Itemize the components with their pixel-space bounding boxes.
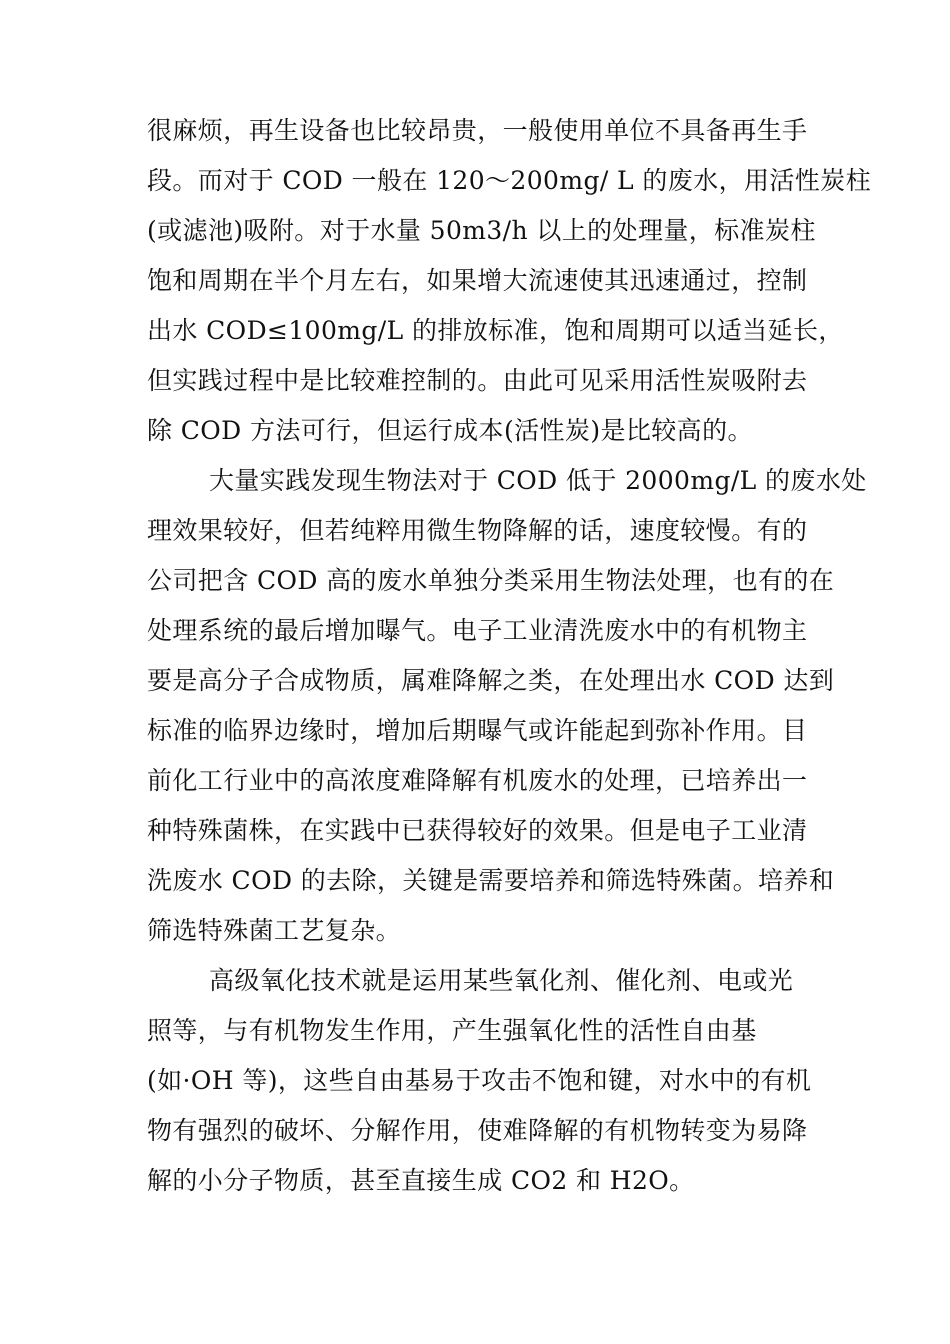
text-line: 出水 COD≤100mg/L 的排放标准，饱和周期可以适当延长， bbox=[147, 316, 844, 345]
text-line: (或滤池)吸附。对于水量 50m3/h 以上的处理量，标准炭柱 bbox=[147, 216, 816, 245]
text-line: 处理系统的最后增加曝气。电子工业清洗废水中的有机物主 bbox=[147, 616, 808, 645]
text-line: 但实践过程中是比较难控制的。由此可见采用活性炭吸附去 bbox=[147, 366, 808, 395]
text-line: 标准的临界边缘时，增加后期曝气或许能起到弥补作用。目 bbox=[147, 716, 808, 745]
text-line: 筛选特殊菌工艺复杂。 bbox=[147, 916, 402, 945]
paragraph-first-line: 高级氧化技术就是运用某些氧化剂、催化剂、电或光 bbox=[209, 966, 794, 995]
text-line: 物有强烈的破坏、分解作用，使难降解的有机物转变为易降 bbox=[147, 1116, 808, 1145]
text-line: 段。而对于 COD 一般在 120～200mg/ L 的废水，用活性炭柱 bbox=[147, 166, 871, 195]
text-line: 要是高分子合成物质，属难降解之类，在处理出水 COD 达到 bbox=[147, 666, 835, 695]
text-line: 公司把含 COD 高的废水单独分类采用生物法处理，也有的在 bbox=[147, 566, 835, 595]
text-line: (如·OH 等)，这些自由基易于攻击不饱和键，对水中的有机 bbox=[147, 1066, 812, 1095]
text-line: 前化工行业中的高浓度难降解有机废水的处理，已培养出一 bbox=[147, 766, 808, 795]
paragraph-first-line: 大量实践发现生物法对于 COD 低于 2000mg/L 的废水处 bbox=[209, 466, 867, 495]
text-line: 种特殊菌株，在实践中已获得较好的效果。但是电子工业清 bbox=[147, 816, 808, 845]
text-line: 理效果较好，但若纯粹用微生物降解的话，速度较慢。有的 bbox=[147, 516, 808, 545]
text-line: 解的小分子物质，甚至直接生成 CO2 和 H2O。 bbox=[147, 1166, 695, 1195]
text-line: 照等，与有机物发生作用，产生强氧化性的活性自由基 bbox=[147, 1016, 757, 1045]
text-line: 洗废水 COD 的去除，关键是需要培养和筛选特殊菌。培养和 bbox=[147, 866, 835, 895]
text-line: 除 COD 方法可行，但运行成本(活性炭)是比较高的。 bbox=[147, 416, 753, 445]
text-line: 饱和周期在半个月左右，如果增大流速使其迅速通过，控制 bbox=[147, 266, 808, 295]
text-line: 很麻烦，再生设备也比较昂贵，一般使用单位不具备再生手 bbox=[147, 116, 808, 145]
document-body bbox=[147, 106, 871, 1206]
